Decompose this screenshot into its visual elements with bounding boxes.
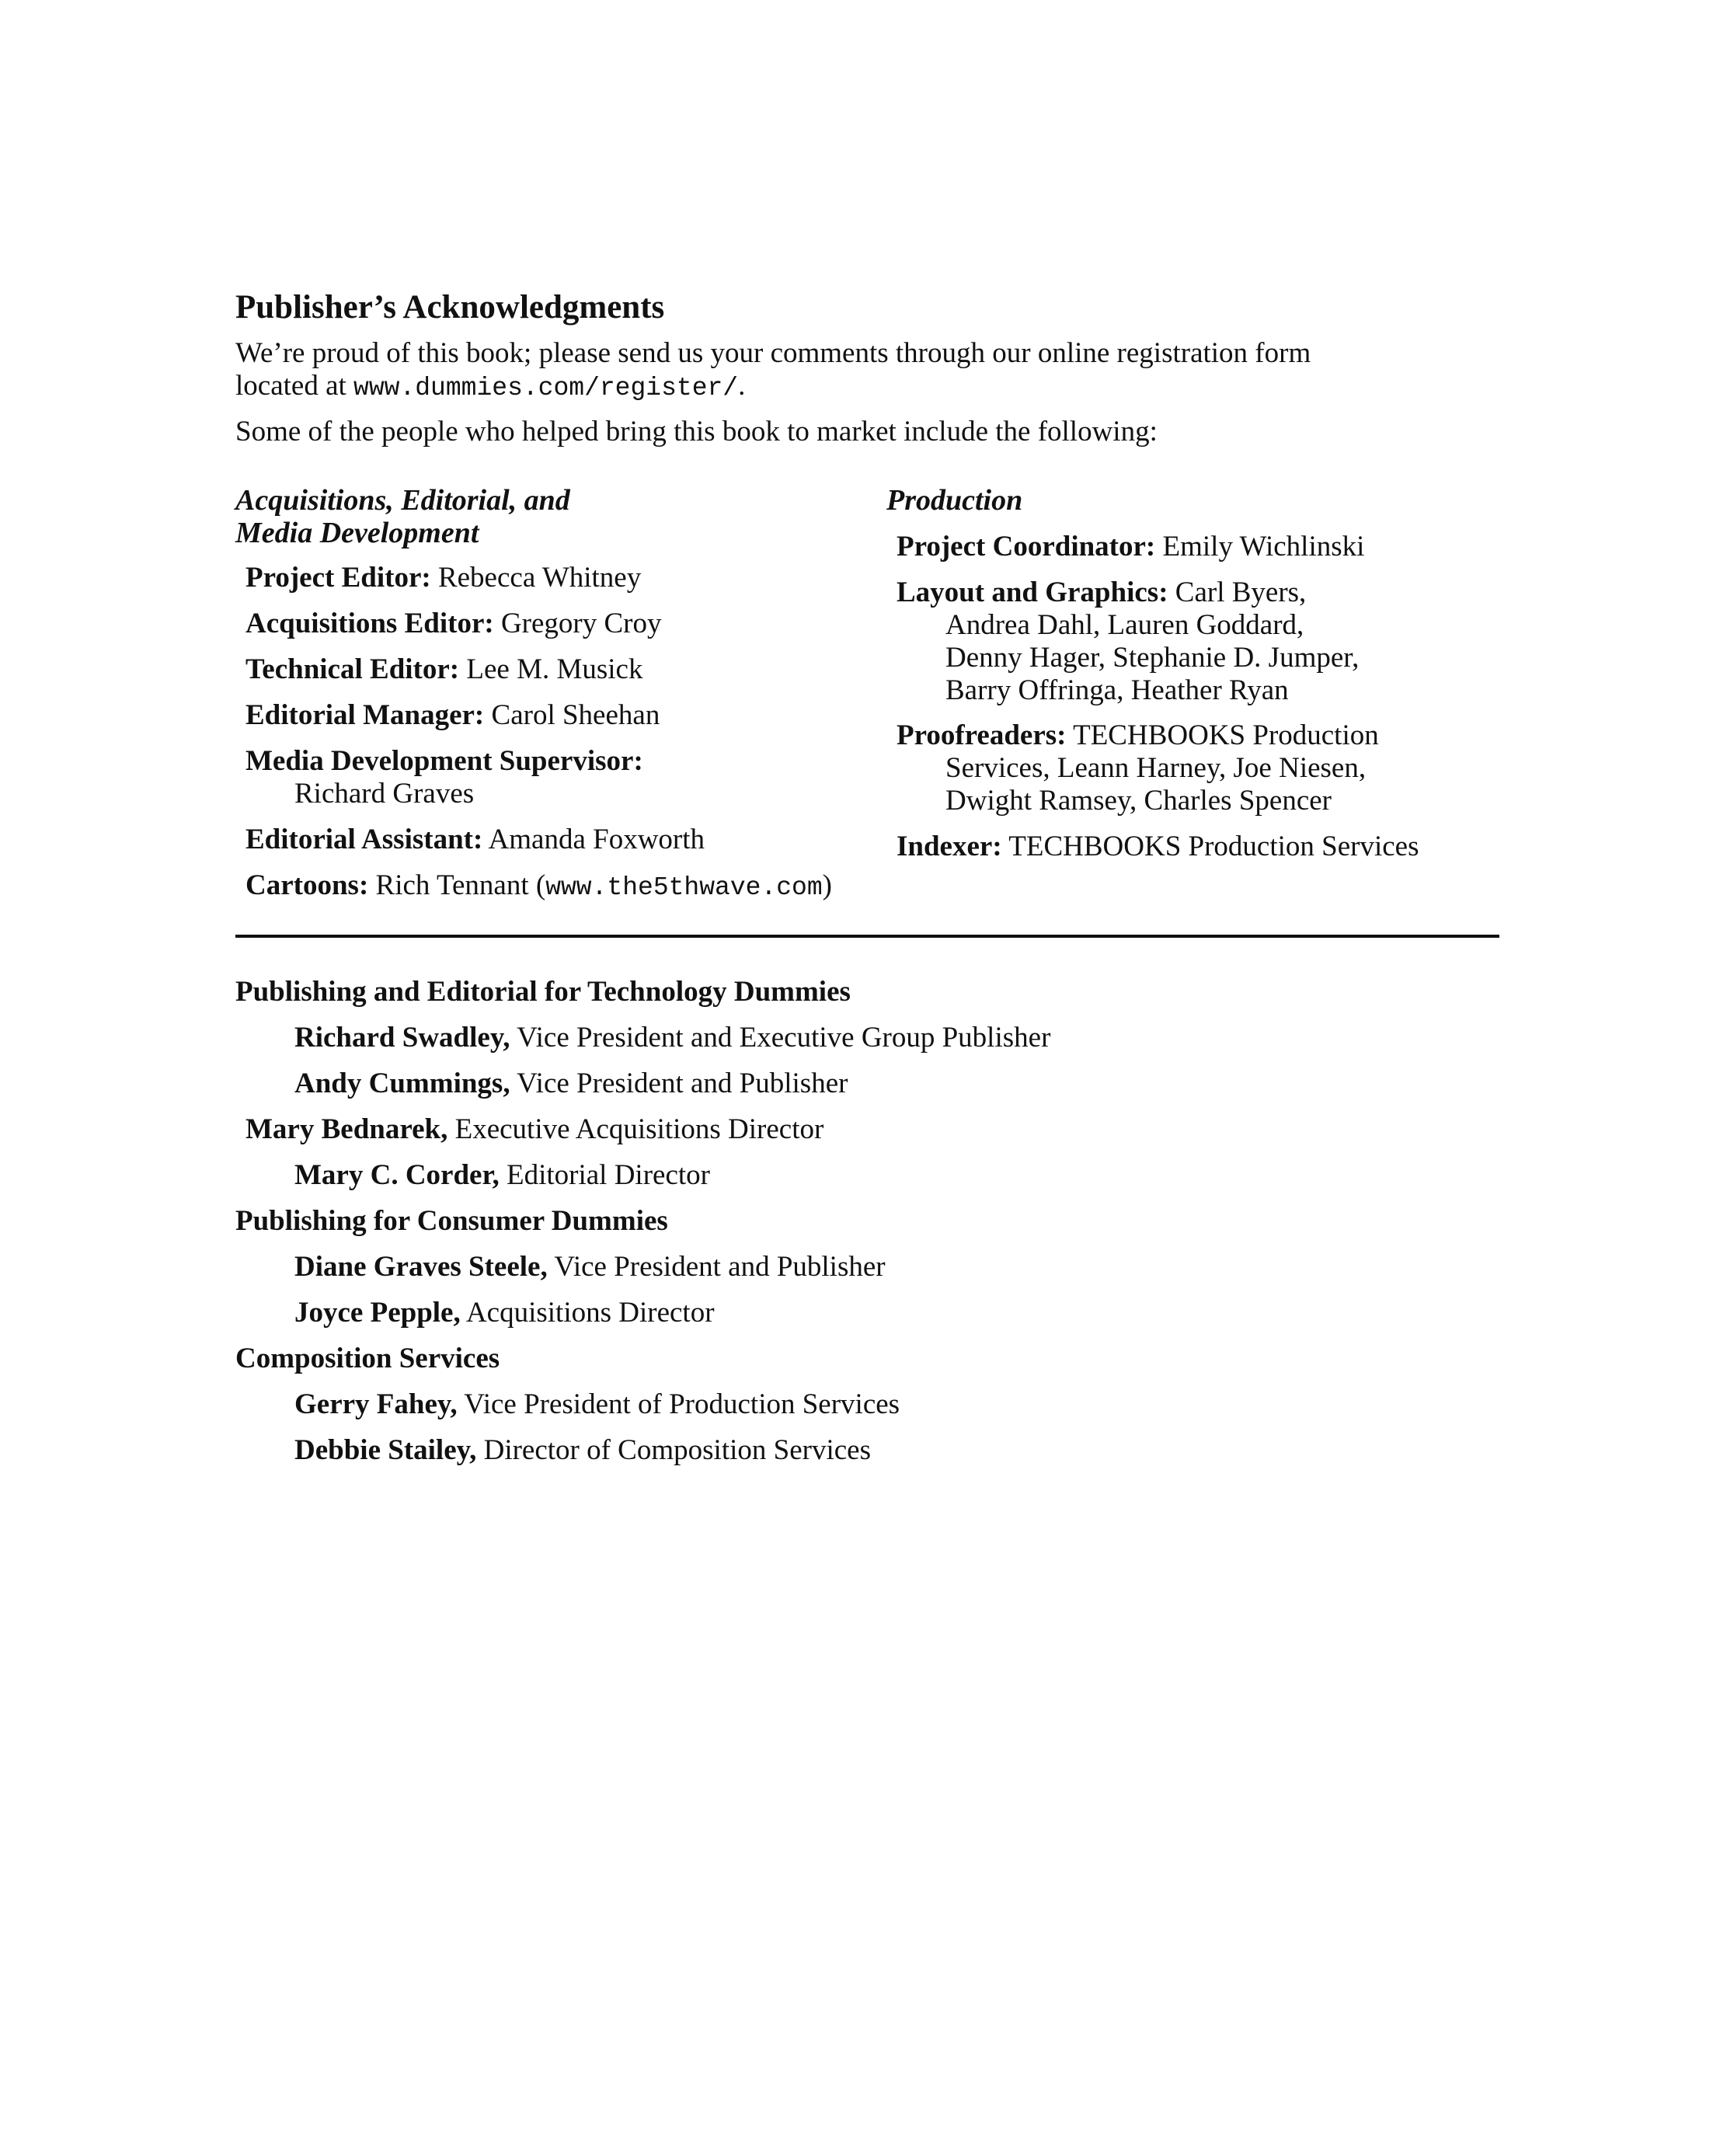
staff-name: Richard Swadley,	[294, 1022, 510, 1054]
staff-mary-c-corder	[294, 1159, 710, 1192]
credit-names-line-2: Andrea Dahl, Lauren Goddard,	[945, 609, 1304, 641]
staff-name: Debbie Stailey,	[294, 1434, 477, 1466]
staff-name: Diane Graves Steele,	[294, 1251, 548, 1283]
staff-name: Mary C. Corder,	[294, 1159, 500, 1191]
intro-line-2-prefix: located at	[235, 370, 354, 402]
credit-technical-editor	[245, 653, 642, 686]
credit-name: Rich Tennant (	[375, 869, 546, 901]
credit-name: Carol Sheehan	[491, 699, 660, 731]
intro-line-1: We’re proud of this book; please send us your comments through our online registration form	[235, 337, 1311, 369]
staff-richard-swadley	[294, 1022, 1050, 1054]
credit-proofreaders	[897, 719, 1379, 817]
staff-name: Gerry Fahey,	[294, 1388, 458, 1420]
registration-url: www.dummies.com/register/	[353, 374, 739, 402]
credit-name: TECHBOOKS Production Services	[1008, 831, 1419, 862]
credit-names-line-1: Carl Byers,	[1175, 576, 1307, 608]
left-column-heading-line-1: Acquisitions, Editorial, and	[235, 484, 570, 517]
staff-title: Vice President and Publisher	[554, 1251, 886, 1283]
section-heading-technology: Publishing and Editorial for Technology Dummies	[235, 976, 851, 1008]
credit-media-development-supervisor	[245, 745, 643, 810]
page-title: Publisher’s Acknowledgments	[235, 289, 665, 326]
right-column-heading: Production	[886, 484, 1023, 517]
cartoons-url: www.the5thwave.com	[545, 873, 823, 902]
staff-title: Editorial Director	[506, 1159, 710, 1191]
credit-role: Project Coordinator:	[897, 531, 1156, 563]
staff-name: Mary Bednarek,	[245, 1113, 448, 1145]
credit-role: Layout and Graphics:	[897, 576, 1168, 608]
credit-names-line-4: Barry Offringa, Heather Ryan	[945, 674, 1289, 706]
staff-name: Joyce Pepple,	[294, 1297, 461, 1329]
credit-name: Richard Graves	[294, 778, 475, 810]
staff-mary-bednarek	[245, 1113, 823, 1146]
section-heading-consumer: Publishing for Consumer Dummies	[235, 1205, 668, 1237]
staff-diane-graves-steele	[294, 1251, 886, 1283]
credit-role: Cartoons:	[245, 869, 369, 901]
credit-name: Amanda Foxworth	[488, 824, 705, 855]
staff-title: Acquisitions Director	[465, 1297, 715, 1329]
intro-line-2	[235, 370, 745, 405]
credit-editorial-assistant	[245, 824, 705, 856]
credit-acquisitions-editor	[245, 608, 661, 640]
intro-line-2-suffix: .	[738, 370, 746, 402]
credit-project-editor	[245, 562, 641, 594]
credit-editorial-manager	[245, 699, 660, 732]
staff-debbie-stailey	[294, 1434, 871, 1467]
credit-role: Technical Editor:	[245, 653, 460, 685]
credit-names-line-1: TECHBOOKS Production	[1073, 719, 1379, 751]
credit-role: Acquisitions Editor:	[245, 608, 494, 639]
intro-line-3: Some of the people who helped bring this book to market include the following:	[235, 416, 1158, 448]
left-column-heading-line-2: Media Development	[235, 517, 479, 549]
section-divider	[235, 935, 1499, 938]
cartoons-url-close: )	[822, 869, 832, 901]
staff-title: Executive Acquisitions Director	[454, 1113, 824, 1145]
staff-joyce-pepple	[294, 1297, 715, 1329]
credit-indexer	[897, 831, 1419, 863]
credit-role: Editorial Manager:	[245, 699, 485, 731]
credit-names-line-3: Denny Hager, Stephanie D. Jumper,	[945, 642, 1360, 674]
credit-layout-and-graphics	[897, 576, 1359, 707]
credit-project-coordinator	[897, 531, 1364, 563]
staff-title: Vice President and Publisher	[517, 1068, 848, 1099]
staff-title: Director of Composition Services	[483, 1434, 871, 1466]
credit-names-line-3: Dwight Ramsey, Charles Spencer	[945, 785, 1332, 817]
credit-name: Gregory Croy	[500, 608, 662, 639]
staff-name: Andy Cummings,	[294, 1068, 510, 1099]
credit-name: Emily Wichlinski	[1162, 531, 1365, 563]
credit-role: Proofreaders:	[897, 719, 1067, 751]
credit-role: Media Development Supervisor:	[245, 745, 643, 777]
staff-gerry-fahey	[294, 1388, 900, 1421]
staff-title: Vice President and Executive Group Publisher	[517, 1022, 1051, 1054]
credit-names-line-2: Services, Leann Harney, Joe Niesen,	[945, 752, 1367, 784]
section-heading-composition: Composition Services	[235, 1343, 500, 1374]
credit-name: Rebecca Whitney	[437, 562, 642, 594]
credit-cartoons	[245, 869, 832, 904]
credit-role: Indexer:	[897, 831, 1002, 862]
staff-title: Vice President of Production Services	[464, 1388, 900, 1420]
staff-andy-cummings	[294, 1068, 848, 1100]
credit-role: Editorial Assistant:	[245, 824, 483, 855]
credit-role: Project Editor:	[245, 562, 431, 594]
credit-name: Lee M. Musick	[466, 653, 643, 685]
